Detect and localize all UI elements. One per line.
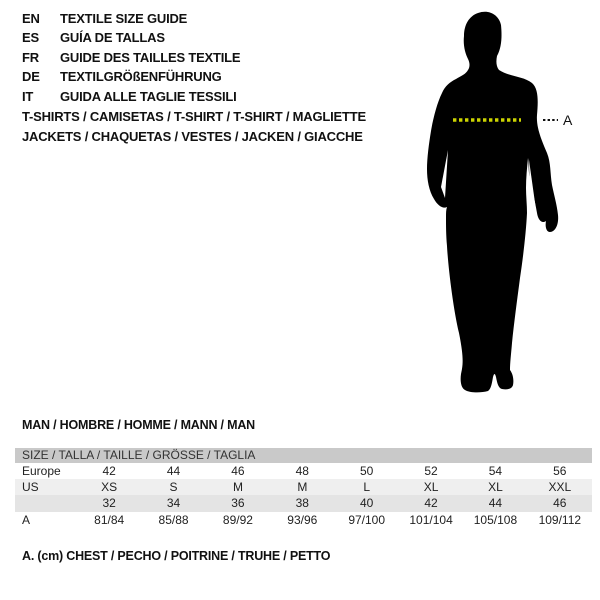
- table-cell: 93/96: [287, 512, 318, 527]
- table-row-chest: [15, 512, 592, 528]
- language-row-en: [22, 9, 240, 28]
- language-code: EN: [22, 11, 40, 26]
- man-silhouette-figure: [395, 3, 600, 403]
- language-code: DE: [22, 69, 40, 85]
- table-cell: XXL: [548, 480, 572, 495]
- language-code: IT: [22, 88, 34, 104]
- language-list: [22, 9, 240, 106]
- table-cell: XL: [488, 480, 503, 495]
- table-cell: 44: [488, 496, 503, 511]
- table-cell: 109/112: [538, 512, 582, 527]
- measure-label-a: A: [563, 112, 573, 128]
- table-cell: 40: [360, 496, 374, 511]
- table-cell: 89/92: [222, 512, 253, 527]
- table-cell: 34: [166, 496, 181, 511]
- table-cell: 50: [360, 464, 374, 478]
- language-code: FR: [22, 49, 39, 65]
- language-label: GUIDE DES TAILLES TEXTILE: [60, 49, 241, 65]
- language-label: TEXTILGRÖßENFÜHRUNG: [60, 69, 222, 85]
- section-title-man: MAN / HOMBRE / HOMME / MANN / MAN: [22, 418, 255, 432]
- table-cell: L: [363, 480, 371, 495]
- table-cell: 48: [295, 464, 309, 478]
- table-cell: 36: [231, 496, 245, 511]
- size-table-header-row: [15, 448, 592, 463]
- table-cell: 54: [488, 464, 503, 478]
- language-code: ES: [22, 30, 39, 46]
- table-cell: 38: [295, 496, 309, 511]
- table-cell: 101/104: [409, 512, 453, 527]
- table-row-numeric: [15, 495, 592, 511]
- language-label: GUIDA ALLE TAGLIE TESSILI: [60, 88, 237, 104]
- language-row-de: [22, 67, 240, 86]
- table-cell: S: [169, 480, 178, 495]
- category-lines: [22, 107, 366, 146]
- language-row-fr: [22, 48, 240, 67]
- category-line-jackets: JACKETS / CHAQUETAS / VESTES / JACKEN / GIACCHE: [22, 128, 363, 144]
- table-cell: 81/84: [94, 512, 125, 527]
- table-row-us: [15, 479, 592, 495]
- man-silhouette-body: [427, 12, 558, 393]
- table-cell: 85/88: [158, 512, 189, 527]
- table-cell: XL: [423, 480, 439, 495]
- table-cell: 46: [553, 496, 567, 511]
- table-row-europe: [15, 463, 592, 479]
- row-label: US: [22, 480, 39, 495]
- table-cell: 44: [166, 464, 181, 478]
- man-silhouette: [395, 3, 600, 403]
- category-line-tshirts: T-SHIRTS / CAMISETAS / T-SHIRT / T-SHIRT / MAGLIETTE: [22, 109, 366, 124]
- size-table: [15, 448, 592, 528]
- row-label: A: [22, 512, 31, 527]
- table-cell: XS: [101, 480, 118, 495]
- language-label: TEXTILE SIZE GUIDE: [60, 11, 188, 26]
- table-cell: 46: [231, 464, 245, 478]
- table-cell: 32: [102, 496, 116, 511]
- table-cell: M: [297, 480, 308, 495]
- table-cell: 56: [553, 464, 567, 478]
- footnote-chest-measure: A. (cm) CHEST / PECHO / POITRINE / TRUHE / PETTO: [22, 549, 331, 563]
- table-cell: 52: [424, 464, 438, 478]
- row-label: Europe: [22, 464, 61, 478]
- language-label: GUÍA DE TALLAS: [60, 30, 165, 46]
- language-row-es: [22, 28, 240, 47]
- table-cell: M: [232, 480, 243, 495]
- size-table-header-label: SIZE / TALLA / TAILLE / GRÖSSE / TAGLIA: [22, 448, 256, 462]
- table-cell: 97/100: [348, 512, 386, 527]
- table-cell: 105/108: [473, 512, 518, 527]
- table-cell: 42: [424, 496, 438, 511]
- table-cell: 42: [102, 464, 116, 478]
- language-row-it: [22, 87, 240, 106]
